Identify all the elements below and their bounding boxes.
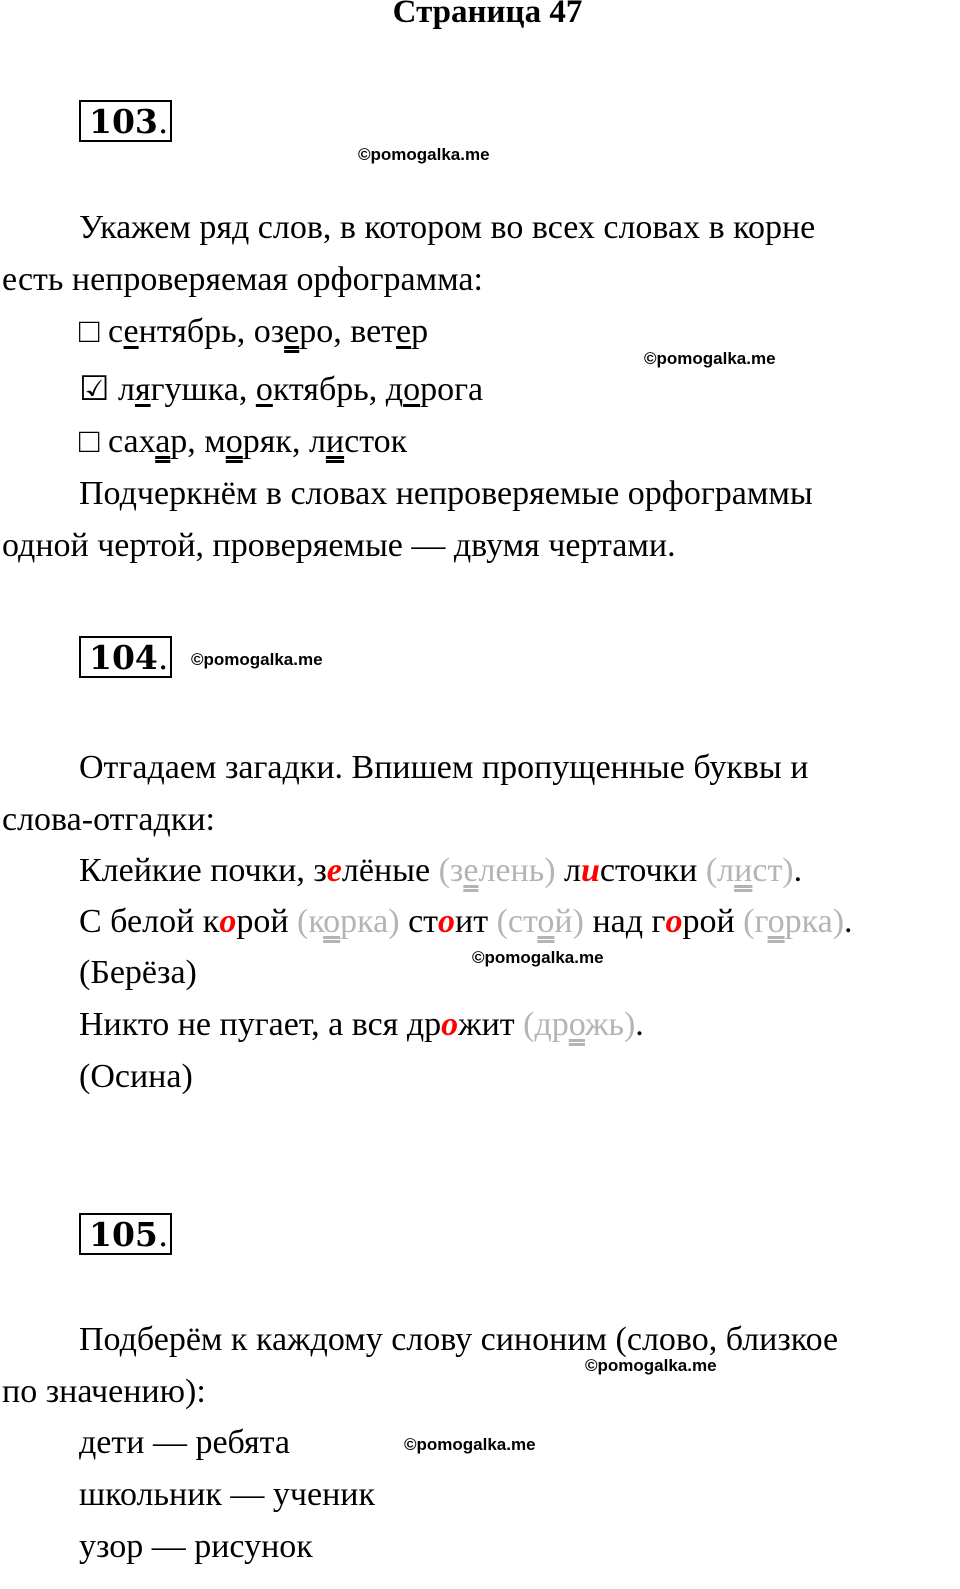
- text-segment: (Осина): [79, 1058, 193, 1095]
- double-underlined-letter: е: [463, 852, 479, 889]
- riddle-line: [79, 845, 802, 897]
- double-underlined-letter: е: [284, 313, 300, 350]
- text-segment: Подчеркнём в словах непроверяемые орфограммы: [79, 475, 813, 512]
- inserted-letter: е: [326, 852, 342, 889]
- text-segment: (Берёза): [79, 954, 197, 991]
- watermark: ©pomogalka.me: [585, 1356, 717, 1375]
- text-segment: р: [411, 313, 429, 350]
- check-word: (г: [743, 903, 768, 940]
- exercise-number-105: [79, 1213, 172, 1255]
- single-underlined-letter: я: [134, 371, 151, 408]
- text-segment: сточки: [599, 852, 706, 889]
- double-underlined-letter: о: [568, 1006, 585, 1043]
- double-underlined-letter: о: [225, 423, 243, 460]
- inserted-letter: о: [665, 903, 683, 940]
- double-underlined-letter: о: [537, 903, 555, 940]
- riddle-line: [79, 896, 853, 948]
- synonym-pair: [79, 1469, 375, 1521]
- text-segment: С белой к: [79, 903, 220, 940]
- text-segment: школьник — ученик: [79, 1476, 376, 1513]
- text-segment: Отгадаем загадки. Впишем пропущенные буквы и: [79, 749, 809, 786]
- watermark: ©pomogalka.me: [191, 650, 323, 669]
- check-word: лень): [478, 852, 556, 889]
- text-segment: дети — ребята: [79, 1424, 290, 1461]
- watermark: ©pomogalka.me: [644, 349, 776, 368]
- check-word: рка): [784, 903, 845, 940]
- check-word: (к: [297, 903, 324, 940]
- synonym-pair: [79, 1521, 313, 1573]
- number: 103: [89, 102, 158, 141]
- text-segment: .: [844, 903, 853, 940]
- check-word: жь): [584, 1006, 636, 1043]
- number: 105: [89, 1215, 158, 1254]
- text-segment: ит: [455, 903, 497, 940]
- text-segment: Клейкие почки, з: [79, 852, 327, 889]
- page-title: Страница 47: [392, 0, 583, 30]
- inserted-letter: о: [441, 1006, 459, 1043]
- inserted-letter: и: [581, 852, 600, 889]
- text-line: [79, 1314, 838, 1366]
- text-segment: ряк, л: [242, 423, 326, 460]
- check-word: рка): [340, 903, 400, 940]
- check-word: й): [554, 903, 584, 940]
- text-segment: □ с: [79, 313, 124, 350]
- dot: .: [157, 102, 169, 141]
- text-segment: ☑ л: [79, 371, 135, 408]
- check-word: (др: [523, 1006, 569, 1043]
- text-segment: одной чертой, проверяемые — двумя чертами.: [2, 527, 676, 564]
- riddle-line: [79, 999, 644, 1051]
- text-segment: ктябрь, д: [272, 371, 404, 408]
- text-segment: ст: [399, 903, 439, 940]
- dot: .: [157, 638, 169, 677]
- watermark: ©pomogalka.me: [472, 948, 604, 967]
- text-segment: □ сах: [79, 423, 156, 460]
- text-segment: рой: [682, 903, 744, 940]
- text-segment: сток: [344, 423, 408, 460]
- check-word: (ст: [496, 903, 538, 940]
- text-line: [2, 794, 215, 846]
- double-underlined-letter: о: [323, 903, 341, 940]
- text-segment: слова-отгадки:: [2, 801, 215, 838]
- text-segment: Подберём к каждому слову синоним (слово, близкое: [79, 1321, 839, 1358]
- watermark: ©pomogalka.me: [358, 145, 490, 164]
- exercise-number-103: [79, 100, 172, 142]
- double-underlined-letter: а: [155, 423, 171, 460]
- text-segment: есть непроверяемая орфограмма:: [2, 261, 483, 298]
- text-segment: гушка,: [150, 371, 256, 408]
- text-segment: р, м: [170, 423, 226, 460]
- double-underlined-letter: о: [767, 903, 785, 940]
- text-segment: рога: [420, 371, 484, 408]
- option-1: [79, 306, 428, 358]
- check-word: ст): [752, 852, 794, 889]
- text-segment: .: [635, 1006, 644, 1043]
- check-word: (л: [705, 852, 735, 889]
- inserted-letter: о: [219, 903, 237, 940]
- text-segment: узор — рисунок: [79, 1528, 313, 1565]
- text-segment: .: [793, 852, 803, 889]
- text-segment: ро, вет: [299, 313, 397, 350]
- double-underlined-letter: и: [734, 852, 753, 889]
- text-line: [2, 254, 483, 306]
- text-line: [79, 468, 813, 520]
- text-segment: над г: [583, 903, 666, 940]
- text-line: [79, 742, 808, 794]
- option-2-checked: [79, 364, 483, 416]
- check-word: (з: [438, 852, 464, 889]
- synonym-pair: [79, 1417, 290, 1469]
- answer-line: [79, 1051, 193, 1103]
- single-underlined-letter: е: [123, 313, 139, 350]
- text-segment: л: [555, 852, 581, 889]
- text-line: [79, 202, 815, 254]
- number: 104: [89, 638, 158, 677]
- dot: .: [157, 1215, 169, 1254]
- watermark: ©pomogalka.me: [404, 1435, 536, 1454]
- double-underlined-letter: и: [325, 423, 345, 460]
- text-segment: нтябрь, оз: [138, 313, 285, 350]
- text-segment: по значению):: [2, 1373, 206, 1410]
- answer-line: [79, 947, 197, 999]
- single-underlined-letter: о: [255, 371, 273, 408]
- text-segment: Никто не пугает, а вся др: [79, 1006, 442, 1043]
- inserted-letter: о: [438, 903, 456, 940]
- exercise-number-104: [79, 636, 172, 678]
- text-segment: жит: [458, 1006, 524, 1043]
- text-segment: Укажем ряд слов, в котором во всех словах в корне: [79, 209, 816, 246]
- option-3: [79, 416, 407, 468]
- text-segment: рой: [236, 903, 298, 940]
- single-underlined-letter: е: [396, 313, 412, 350]
- text-segment: лёные: [341, 852, 439, 889]
- text-line: [2, 520, 676, 572]
- text-line: [2, 1366, 206, 1418]
- single-underlined-letter: о: [403, 371, 421, 408]
